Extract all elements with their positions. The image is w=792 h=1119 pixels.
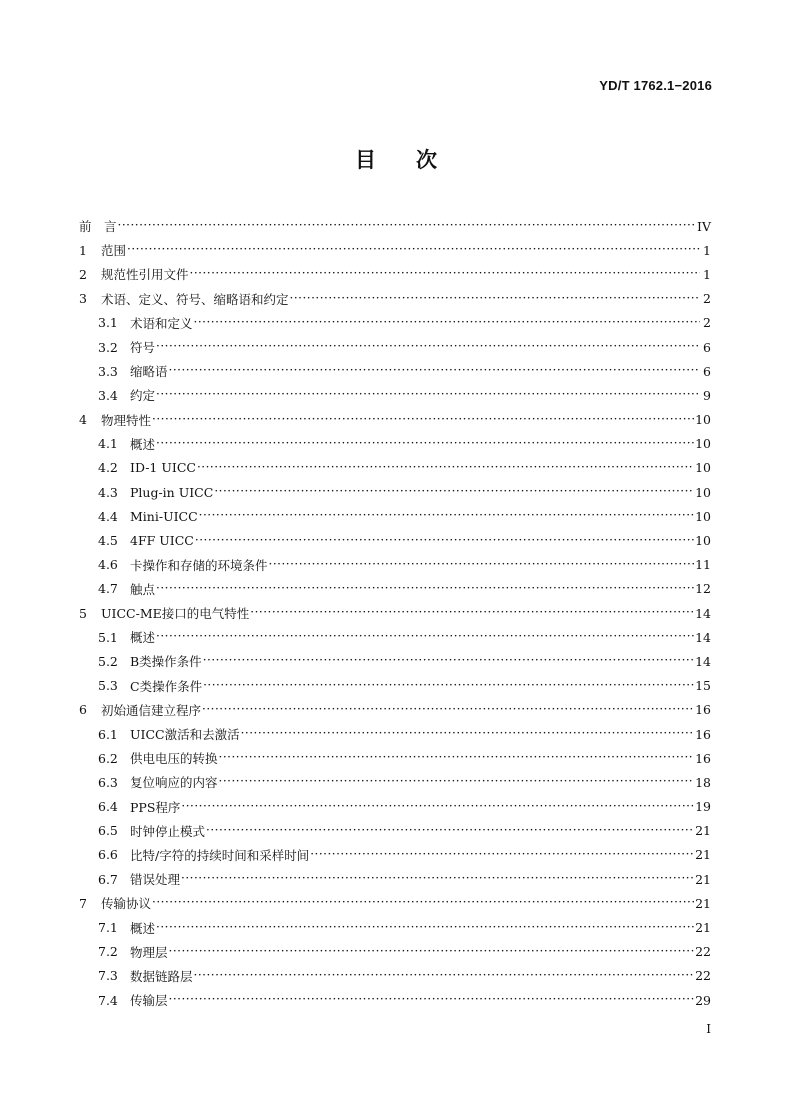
toc-entry[interactable] <box>79 456 711 480</box>
toc-entry[interactable] <box>79 287 711 311</box>
toc-entry-number: 5 <box>79 605 87 621</box>
toc-entry-number: 4.3 <box>98 484 118 500</box>
toc-leader-dots <box>156 630 694 644</box>
toc-entry-label: 前 言 <box>79 219 117 235</box>
toc-entry-number: 7.4 <box>98 992 118 1008</box>
toc-entry[interactable] <box>79 770 711 794</box>
toc-entry-label: 4FF UICC <box>130 533 194 549</box>
toc-entry-label: 约定 <box>130 388 156 404</box>
toc-entry-label: UICC-ME接口的电气特性 <box>101 606 250 622</box>
toc-entry[interactable] <box>79 480 711 504</box>
toc-entry[interactable] <box>79 504 711 528</box>
toc-entry[interactable] <box>79 746 711 770</box>
toc-leader-dots <box>219 751 695 765</box>
toc-entry-number: 5.1 <box>98 629 118 645</box>
toc-entry-page: 2 <box>703 315 711 331</box>
toc-entry-number: 4.7 <box>98 581 118 597</box>
toc-entry[interactable] <box>79 601 711 625</box>
toc-leader-dots <box>169 945 695 959</box>
toc-entry-number: 6.2 <box>98 750 118 766</box>
toc-entry-number: 3.1 <box>98 315 118 331</box>
table-of-contents <box>79 214 711 1012</box>
toc-entry-number: 4.4 <box>98 508 118 524</box>
toc-entry-number: 6.1 <box>98 726 118 742</box>
toc-entry-page: 14 <box>695 605 711 621</box>
toc-entry-page: 10 <box>695 533 711 549</box>
toc-leader-dots <box>310 848 694 862</box>
toc-entry[interactable] <box>79 722 711 746</box>
toc-entry-number: 6.4 <box>98 799 118 815</box>
toc-entry[interactable] <box>79 988 711 1012</box>
toc-entry-label: PPS程序 <box>130 799 181 815</box>
toc-entry-label: C类操作条件 <box>130 678 203 694</box>
toc-entry-label: 术语和定义 <box>130 315 193 331</box>
toc-entry[interactable] <box>79 915 711 939</box>
toc-entry[interactable] <box>79 649 711 673</box>
toc-entry[interactable] <box>79 432 711 456</box>
toc-entry[interactable] <box>79 577 711 601</box>
toc-entry-number: 6.7 <box>98 871 118 887</box>
toc-entry-number: 5.3 <box>98 678 118 694</box>
toc-entry-number: 4.2 <box>98 460 118 476</box>
toc-leader-dots <box>118 219 697 233</box>
toc-entry-page: 2 <box>703 291 711 307</box>
toc-entry-page: 10 <box>695 436 711 452</box>
toc-leader-dots <box>169 993 695 1007</box>
toc-entry-label: 复位响应的内容 <box>130 775 218 791</box>
toc-entry-page: 21 <box>695 871 711 887</box>
standard-code: YD/T 1762.1−2016 <box>599 78 712 93</box>
toc-leader-dots <box>202 703 694 717</box>
toc-entry[interactable] <box>79 940 711 964</box>
toc-leader-dots <box>181 800 694 814</box>
toc-entry[interactable] <box>79 335 711 359</box>
toc-entry-number: 6.5 <box>98 823 118 839</box>
toc-entry-label: 规范性引用文件 <box>101 267 189 283</box>
toc-leader-dots <box>156 921 694 935</box>
toc-entry[interactable] <box>79 408 711 432</box>
toc-leader-dots <box>156 582 694 596</box>
toc-entry-label: 缩略语 <box>130 364 168 380</box>
toc-entry[interactable] <box>79 819 711 843</box>
toc-entry[interactable] <box>79 383 711 407</box>
toc-entry-number: 3.3 <box>98 363 118 379</box>
toc-entry-label: 时钟停止模式 <box>130 823 206 839</box>
toc-entry-number: 7.3 <box>98 968 118 984</box>
toc-leader-dots <box>199 509 694 523</box>
toc-entry-page: 6 <box>703 339 711 355</box>
toc-entry-label: 符号 <box>130 340 156 356</box>
toc-entry-number: 4.5 <box>98 533 118 549</box>
toc-entry-page: 21 <box>695 847 711 863</box>
toc-entry-page: 10 <box>695 412 711 428</box>
toc-leader-dots <box>190 267 700 281</box>
toc-leader-dots <box>156 437 694 451</box>
toc-entry-page: 1 <box>703 242 711 258</box>
toc-entry-page: 10 <box>695 460 711 476</box>
toc-entry-label: 传输协议 <box>101 896 152 912</box>
toc-entry-number: 7.2 <box>98 944 118 960</box>
toc-leader-dots <box>156 340 700 354</box>
toc-entry-number: 5.2 <box>98 653 118 669</box>
toc-leader-dots <box>156 388 700 402</box>
toc-entry-label: 触点 <box>130 581 156 597</box>
toc-leader-dots <box>127 243 700 257</box>
toc-entry[interactable] <box>79 795 711 819</box>
toc-entry[interactable] <box>79 698 711 722</box>
toc-leader-dots <box>290 292 700 306</box>
toc-entry-page: 21 <box>695 823 711 839</box>
toc-leader-dots <box>181 872 694 886</box>
toc-entry-number: 3 <box>79 291 87 307</box>
toc-entry-number: 4.6 <box>98 557 118 573</box>
toc-entry-label: 术语、定义、符号、缩略语和约定 <box>101 291 289 307</box>
toc-leader-dots <box>250 606 694 620</box>
toc-leader-dots <box>194 316 700 330</box>
toc-entry-label: Plug-in UICC <box>130 484 214 500</box>
toc-entry[interactable] <box>79 311 711 335</box>
toc-entry-page: 19 <box>695 799 711 815</box>
toc-entry[interactable] <box>79 262 711 286</box>
toc-entry-page: 22 <box>695 944 711 960</box>
toc-entry[interactable] <box>79 553 711 577</box>
toc-entry-number: 4 <box>79 412 87 428</box>
toc-entry-label: B类操作条件 <box>130 654 202 670</box>
toc-entry[interactable] <box>79 867 711 891</box>
toc-entry[interactable] <box>79 891 711 915</box>
toc-entry-page: 16 <box>695 750 711 766</box>
toc-leader-dots <box>197 461 694 475</box>
toc-leader-dots <box>203 679 694 693</box>
toc-entry-label: 概述 <box>130 920 156 936</box>
toc-entry[interactable] <box>79 528 711 552</box>
toc-entry-page: 29 <box>695 992 711 1008</box>
toc-entry-page: 11 <box>695 557 711 573</box>
toc-entry[interactable] <box>79 674 711 698</box>
toc-leader-dots <box>214 485 694 499</box>
toc-entry-page: 10 <box>695 508 711 524</box>
toc-entry-label: 物理特性 <box>101 412 152 428</box>
toc-entry-number: 7 <box>79 895 87 911</box>
toc-entry-label: 物理层 <box>130 944 168 960</box>
toc-leader-dots <box>203 654 694 668</box>
toc-entry-label: Mini-UICC <box>130 508 198 524</box>
toc-entry-number: 3.4 <box>98 387 118 403</box>
toc-entry-number: 6.6 <box>98 847 118 863</box>
toc-leader-dots <box>269 558 695 572</box>
toc-entry-page: IV <box>697 218 711 234</box>
toc-entry-label: 范围 <box>101 243 127 259</box>
toc-leader-dots <box>219 775 695 789</box>
toc-title <box>0 144 792 174</box>
toc-entry-label: 错误处理 <box>130 872 181 888</box>
toc-entry-page: 6 <box>703 363 711 379</box>
toc-entry-label: 卡操作和存储的环境条件 <box>130 557 268 573</box>
toc-entry-number: 6.3 <box>98 774 118 790</box>
toc-entry-label: 数据链路层 <box>130 968 193 984</box>
toc-entry-page: 15 <box>695 678 711 694</box>
toc-leader-dots <box>241 727 694 741</box>
toc-entry-number: 1 <box>79 242 87 258</box>
toc-entry-page: 14 <box>695 653 711 669</box>
toc-entry-label: 比特/字符的持续时间和采样时间 <box>130 847 310 863</box>
toc-entry[interactable] <box>79 964 711 988</box>
toc-entry-label: 概述 <box>130 630 156 646</box>
toc-entry-label: ID-1 UICC <box>130 460 196 476</box>
toc-entry[interactable] <box>79 625 711 649</box>
toc-entry[interactable] <box>79 214 711 238</box>
toc-leader-dots <box>206 824 694 838</box>
toc-entry-number: 4.1 <box>98 436 118 452</box>
toc-leader-dots <box>194 969 695 983</box>
toc-entry-label: 供电电压的转换 <box>130 751 218 767</box>
toc-entry-number: 6 <box>79 702 87 718</box>
toc-entry-page: 21 <box>695 895 711 911</box>
toc-entry-number: 2 <box>79 266 87 282</box>
toc-entry-page: 16 <box>695 702 711 718</box>
toc-entry-page: 10 <box>695 484 711 500</box>
toc-entry-number: 7.1 <box>98 920 118 936</box>
toc-leader-dots <box>152 896 694 910</box>
toc-title-right: 次 <box>416 147 437 172</box>
toc-entry[interactable] <box>79 238 711 262</box>
toc-entry-label: 传输层 <box>130 993 168 1009</box>
toc-entry-page: 1 <box>703 266 711 282</box>
toc-entry-page: 22 <box>695 968 711 984</box>
page-number: I <box>706 1022 711 1036</box>
toc-leader-dots <box>195 534 694 548</box>
toc-leader-dots <box>152 413 694 427</box>
toc-entry-page: 12 <box>695 581 711 597</box>
toc-entry-page: 18 <box>695 774 711 790</box>
toc-entry-number: 3.2 <box>98 339 118 355</box>
toc-entry-page: 16 <box>695 726 711 742</box>
toc-entry-page: 14 <box>695 629 711 645</box>
toc-title-left: 目 <box>355 147 376 172</box>
toc-entry-page: 21 <box>695 920 711 936</box>
toc-entry[interactable] <box>79 843 711 867</box>
toc-entry-label: UICC激活和去激活 <box>130 727 240 743</box>
toc-entry-page: 9 <box>703 387 711 403</box>
toc-entry[interactable] <box>79 359 711 383</box>
toc-entry-label: 概述 <box>130 436 156 452</box>
toc-entry-label: 初始通信建立程序 <box>101 702 202 718</box>
toc-leader-dots <box>169 364 700 378</box>
